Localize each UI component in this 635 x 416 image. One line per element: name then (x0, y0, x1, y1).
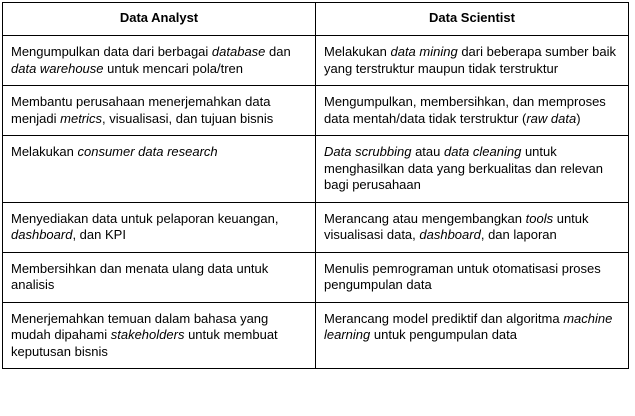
comparison-table (2, 2, 629, 369)
cell-text-italic: tools (525, 210, 554, 226)
cell-text-segment: untuk mencari pola/tren (103, 60, 243, 76)
cell-data-scientist (316, 86, 629, 136)
cell-text (11, 211, 307, 244)
cell-text-italic: consumer data research (77, 144, 218, 159)
cell-text-italic: data warehouse (11, 60, 104, 76)
header-row (3, 3, 629, 36)
cell-data-scientist (316, 302, 629, 369)
cell-text-segment: , visualisasi, dan tujuan bisnis (102, 110, 274, 126)
cell-text-segment: untuk pengumpulan data (370, 327, 517, 342)
cell-text-italic: database (211, 44, 266, 59)
cell-data-analyst (3, 302, 316, 369)
cell-text-segment: Membantu perusahaan menerjemahkan data menjadi (11, 94, 271, 126)
cell-text (324, 94, 620, 127)
cell-data-analyst (3, 36, 316, 86)
cell-text-segment: Menulis pemrograman untuk otomatisasi proses pengumpulan data (324, 260, 601, 292)
cell-text (324, 211, 620, 244)
cell-text-italic: metrics (60, 110, 103, 126)
cell-text-segment: dari beberapa sumber baik yang terstruktur maupun tidak terstruktur (324, 44, 616, 76)
table-row (3, 252, 629, 302)
cell-data-scientist (316, 136, 629, 203)
cell-text-segment: Menerjemahkan temuan dalam bahasa yang mudah dipahami (11, 310, 269, 342)
cell-text-segment: Merancang model prediktif dan algoritma (324, 310, 564, 326)
table-row (3, 86, 629, 136)
cell-text-segment: untuk menghasilkan data yang berkualitas dan relevan bagi perusahaan (324, 144, 603, 192)
cell-text-italic: machine learning (324, 310, 613, 342)
cell-data-analyst (3, 202, 316, 252)
cell-text (11, 44, 307, 77)
cell-text-italic: raw data (526, 110, 577, 126)
cell-text (324, 261, 620, 294)
header-data-scientist: Data Scientist (316, 3, 629, 36)
cell-text (324, 44, 620, 77)
table-body (3, 36, 629, 369)
cell-text-segment: Mengumpulkan data dari berbagai (11, 44, 212, 59)
cell-text-segment: untuk membuat keputusan bisnis (11, 327, 278, 359)
cell-text (324, 144, 620, 194)
cell-text-italic: dashboard (419, 227, 481, 242)
cell-text (11, 94, 307, 127)
cell-text-segment: untuk visualisasi data, (324, 210, 589, 242)
cell-text-italic: stakeholders (110, 327, 185, 342)
cell-text (11, 311, 307, 361)
cell-text-segment: Melakukan (324, 44, 391, 59)
cell-data-scientist (316, 202, 629, 252)
cell-text (324, 311, 620, 344)
cell-text-italic: data cleaning (443, 144, 522, 159)
cell-text-italic: data mining (390, 44, 458, 59)
table-header (3, 3, 629, 36)
cell-text-segment: ) (576, 110, 581, 126)
cell-text (11, 144, 307, 161)
cell-data-scientist (316, 252, 629, 302)
table-row (3, 302, 629, 369)
table-row (3, 36, 629, 86)
cell-text-segment: Merancang atau mengembangkan (324, 210, 526, 226)
cell-text-segment: Mengumpulkan, membersihkan, dan memproses data mentah/data tidak terstruktur ( (324, 94, 606, 126)
table-row (3, 136, 629, 203)
cell-text-segment: Melakukan (11, 144, 78, 159)
cell-text-segment: dan (265, 44, 291, 59)
cell-text-segment: , dan laporan (480, 227, 557, 242)
cell-text-segment: Menyediakan data untuk pelaporan keuangan, (11, 210, 279, 226)
cell-text-italic: Data scrubbing (324, 144, 412, 159)
cell-data-scientist (316, 36, 629, 86)
cell-data-analyst (3, 252, 316, 302)
cell-text (11, 261, 307, 294)
cell-text-segment: atau (411, 144, 444, 159)
table-row (3, 202, 629, 252)
header-data-analyst: Data Analyst (3, 3, 316, 36)
cell-text-italic: dashboard (11, 227, 73, 242)
cell-data-analyst (3, 136, 316, 203)
cell-data-analyst (3, 86, 316, 136)
cell-text-segment: , dan KPI (72, 227, 126, 242)
cell-text-segment: Membersihkan dan menata ulang data untuk analisis (11, 260, 269, 292)
